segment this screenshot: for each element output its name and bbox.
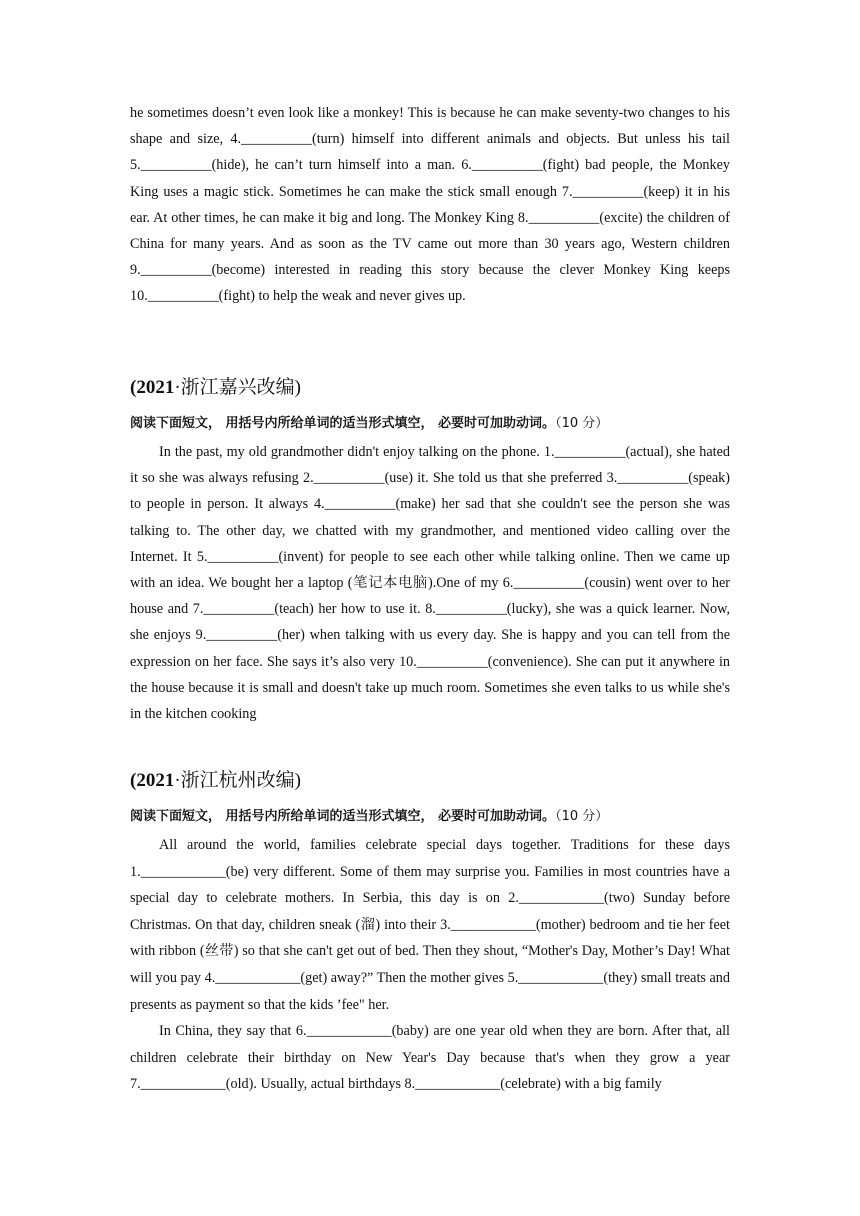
- section-jiaxing-instruction: [130, 411, 608, 437]
- section-hangzhou-heading: [130, 767, 301, 795]
- section-jiaxing-passage-text: In the past, my old grandmother didn't enjoy talking on the phone. 1.__________(actual), she hated it so she was always refusing 2.__________(use) it. She told us that she preferred 3.__________(speak) to people in person. It always 4.__________(make) her sad that she couldn't see the person she was talking to. The other day, we chatted with my grandmother, and mentioned video calling over the Internet. It 5.__________(invent) for people to see each other while talking online. Then we came up with an idea. We bought her a laptop (笔记本电脑).One of my 6.__________(cousin) went over to her house and 7.__________(teach) her how to use it. 8.__________(lucky), she was a quick learner. Now, she enjoys 9.__________(her) when talking with us every day. She is happy and you can tell from the expression on her face. She says it’s also very 10.__________(convenience). She can put it anywhere in the house because it is small and doesn't take up much room. Sometimes she even talks to us while she's in the kitchen cooking: [130, 444, 730, 723]
- passage-top-text: he sometimes doesn’t even look like a monkey! This is because he can make seventy-two changes to his shape and size, 4.__________(turn) himself into different animals and objects. But unless his tail 5.__________(hide), he can’t turn himself into a man. 6.__________(fight) bad people, the Monkey King uses a magic stick. Sometimes he can make the stick small enough 7.__________(keep) it in his ear. At other times, he can make it big and long. The Monkey King 8.__________(excite) the children of China for many years. And as soon as the TV came out more than 30 years ago, Western children 9.__________(become) interested in reading this story because the clever Monkey King keeps 10.__________(fight) to help the weak and never gives up.: [130, 105, 730, 305]
- section-jiaxing-heading: [130, 374, 301, 402]
- passage-top: [130, 100, 730, 310]
- section-jiaxing-points: （10 分）: [555, 416, 609, 431]
- section-hangzhou-source: ·浙江杭州改编): [174, 770, 301, 791]
- section-jiaxing-instruction-text: 阅读下面短文， 用括号内所给单词的适当形式填空， 必要时可加助动词。: [130, 416, 556, 431]
- section-hangzhou-passage: [130, 832, 730, 1098]
- section-jiaxing-year: (2021: [130, 377, 175, 398]
- section-jiaxing-source: ·浙江嘉兴改编): [174, 377, 301, 398]
- section-hangzhou-year: (2021: [130, 770, 175, 791]
- section-jiaxing-passage: [130, 439, 730, 727]
- section-hangzhou-passage-2: In China, they say that 6.____________(baby) are one year old when they are born. After that, all children celebrate their birthday on New Year's Day because that's when they grow a year 7.____________(old). Usually, actual birthdays 8.____________(celebrate) with a big family: [130, 1023, 730, 1093]
- section-hangzhou-points: （10 分）: [555, 809, 609, 824]
- section-hangzhou-passage-1: All around the world, families celebrate special days together. Traditions for these days 1.____________(be) very different. Some of them may surprise you. Families in most countries have a special day to celebrate mothers. In Serbia, this day is on 2.____________(two) Sunday before Christmas. On that day, children sneak (溜) into their 3.____________(mother) bedroom and tie her feet with ribbon (丝带) so that she can't get out of bed. Then they shout, “Mother's Day, Mother’s Day! What will you pay 4.____________(get) away?” Then the mother gives 5.____________(they) small treats and presents as payment so that the kids ’fee" her.: [130, 837, 730, 1013]
- section-hangzhou-instruction: [130, 804, 608, 830]
- section-hangzhou-instruction-text: 阅读下面短文， 用括号内所给单词的适当形式填空， 必要时可加助动词。: [130, 809, 556, 824]
